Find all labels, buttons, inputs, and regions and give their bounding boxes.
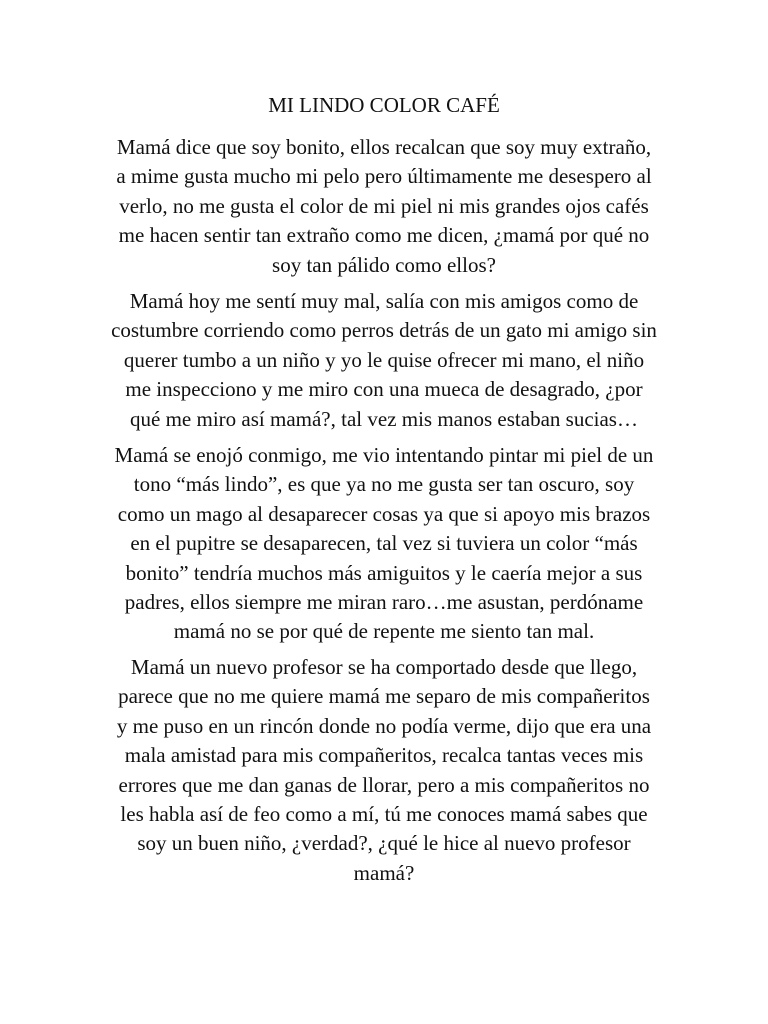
text-line: bonito” tendría muchos más amiguitos y le caería mejor a sus [125,560,643,585]
text-line: en el pupitre se desaparecen, tal vez si tuviera un color “más [130,531,638,556]
document-title: MI LINDO COLOR CAFÉ [268,93,500,117]
text-line: Mamá hoy me sentí muy mal, salía con mis amigos como de [129,289,639,313]
text-line: parece que no me quiere mamá me separo de mis compañeritos [118,684,650,709]
text-line: soy tan pálido como ellos? [272,252,496,277]
text-line: me hacen sentir tan extraño como me dicen, ¿mamá por qué no [118,223,650,248]
text-line: y me puso en un rincón donde no podía verme, dijo que era una [116,713,652,738]
text-line: mamá no se por qué de repente me siento tan mal. [173,619,595,644]
text-line: querer tumbo a un niño y yo le quise ofrecer mi mano, el niño [123,347,645,372]
text-line: Mamá un nuevo profesor se ha comportado desde que llego, [130,655,638,679]
text-line: les habla así de feo como a mí, tú me conoces mamá sabes que [120,802,648,827]
text-line: Mamá se enojó conmigo, me vio intentando pintar mi piel de un [114,443,654,467]
text-line: padres, ellos siempre me miran raro…me asustan, perdóname [124,590,644,615]
text-line: mala amistad para mis compañeritos, recalca tantas veces mis [124,743,644,768]
text-line: errores que me dan ganas de llorar, pero a mis compañeritos no [118,772,650,797]
text-line: como un mago al desaparecer cosas ya que si apoyo mis brazos [117,501,651,526]
text-line: a mime gusta mucho mi pelo pero últimamente me desespero al [116,164,652,189]
text-line: soy un buen niño, ¿verdad?, ¿qué le hice al nuevo profesor [137,831,631,856]
text-line: mamá? [353,860,415,885]
text-line: tono “más lindo”, es que ya no me gusta ser tan oscuro, soy [133,472,635,497]
text-line: qué me miro así mamá?, tal vez mis manos estaban sucias… [130,406,638,431]
paragraph-2 [80,287,688,434]
text-line: Mamá dice que soy bonito, ellos recalcan que soy muy extraño, [116,135,652,159]
text-line: verlo, no me gusta el color de mi piel ni mis grandes ojos cafés [119,193,649,218]
paragraph-4 [80,653,688,888]
text-line: costumbre corriendo como perros detrás de un gato mi amigo sin [111,318,657,343]
paragraph-3 [80,441,688,647]
paragraph-1 [80,133,688,280]
text-line: me inspecciono y me miro con una mueca de desagrado, ¿por [125,377,643,402]
